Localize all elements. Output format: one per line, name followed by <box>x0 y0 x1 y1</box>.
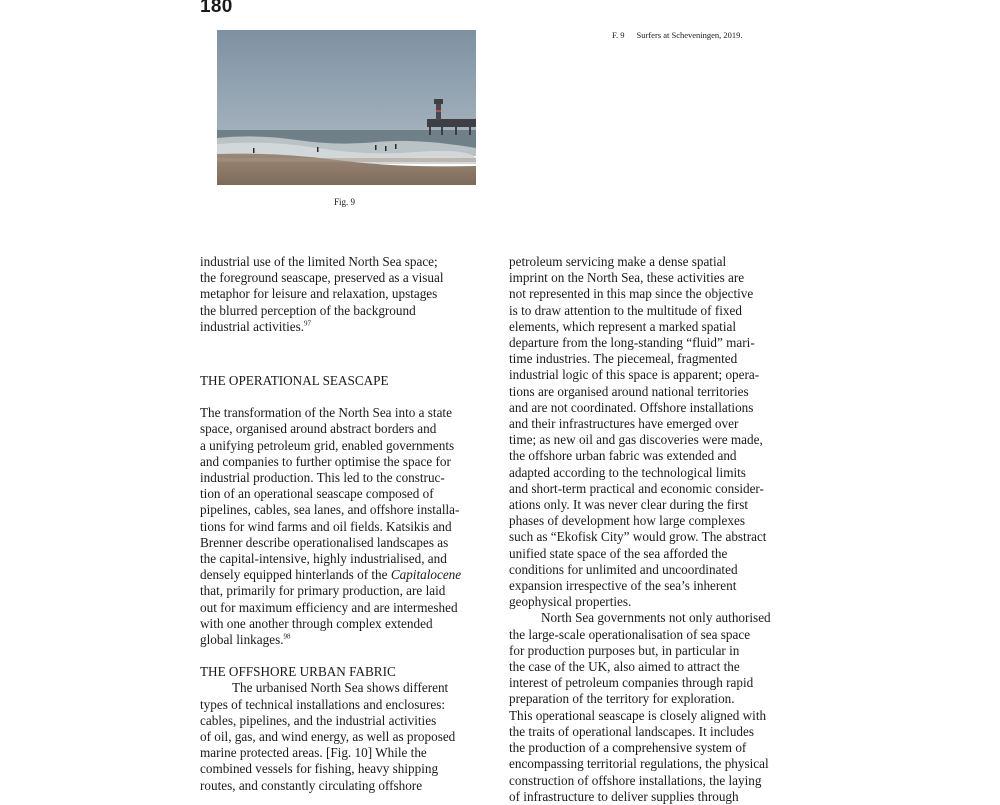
text-line: adapted according to the technological limits <box>509 464 746 480</box>
text-line: industrial logic of this space is apparent; opera- <box>509 367 760 383</box>
paragraph <box>200 405 500 648</box>
text-line: and their infrastructures have emerged over <box>509 416 739 432</box>
caption-number: F. 9 <box>612 30 625 40</box>
beach-photo-illustration <box>217 30 476 185</box>
text-line: is to draw attention to the multitude of fixed <box>509 302 742 318</box>
text-line: the production of a comprehensive system of <box>509 740 747 756</box>
text-line: geophysical properties. <box>509 594 632 610</box>
caption-text: Surfers at Scheveningen, 2019. <box>636 30 743 40</box>
text-line: that, primarily for primary production, are laid <box>200 583 446 599</box>
text-line: a unifying petroleum grid, enabled governments <box>200 437 455 453</box>
page-number: 180 <box>200 0 233 17</box>
text-line: North Sea governments not only authorised <box>541 610 771 626</box>
text-line: interest of petroleum companies through rapid <box>509 675 754 691</box>
text-fragment: densely equipped hinterlands of the <box>200 567 391 583</box>
text-line: not represented in this map since the objective <box>509 286 754 302</box>
footnote-ref: 97 <box>304 319 312 328</box>
figure-caption <box>612 30 743 40</box>
text-line: tion of an operational seascape composed of <box>200 486 434 502</box>
text-line: tions are organised around national territories <box>509 383 749 399</box>
figure-photo-surfers <box>217 30 476 185</box>
paragraph <box>200 254 500 335</box>
text-line: the blurred perception of the background <box>200 302 416 318</box>
text-line: phases of development how large complexes <box>509 513 745 529</box>
section-heading: THE OPERATIONAL SEASCAPE <box>200 373 389 389</box>
text-line: tions for wind farms and oil fields. Katsikis and <box>200 518 452 534</box>
text-line: departure from the long-standing “fluid” mari- <box>509 335 755 351</box>
text-line: expansion irrespective of the sea’s inherent <box>509 578 737 594</box>
text-line: The urbanised North Sea shows different <box>232 680 449 696</box>
text-line: of oil, gas, and wind energy, as well as proposed <box>200 729 456 745</box>
figure-label: Fig. 9 <box>334 197 356 207</box>
paragraph <box>200 680 500 793</box>
text-line: preparation of the territory for exploration. <box>509 691 735 707</box>
text-fragment: global linkages. <box>200 632 284 648</box>
text-line: types of technical installations and enclosures: <box>200 696 445 712</box>
text-line <box>200 567 500 583</box>
paragraph <box>509 254 809 610</box>
italic-term: Capitalocene <box>390 567 462 583</box>
right-column <box>509 254 809 805</box>
text-line: petroleum servicing make a dense spatial <box>509 254 727 269</box>
text-line <box>200 632 500 648</box>
text-line: conditions for unlimited and uncoordinated <box>509 561 738 577</box>
text-line: construction of offshore installations, the laying <box>509 772 762 788</box>
text-line: Brenner describe operationalised landscapes as <box>200 534 449 550</box>
text-line: routes, and constantly circulating offshore <box>200 777 423 793</box>
text-line: encompassing territorial regulations, the physical <box>509 756 769 772</box>
text-line: ations only. It was never clear during the first <box>509 497 749 513</box>
text-line: and short-term practical and economic consider- <box>509 480 764 496</box>
text-line <box>200 319 500 335</box>
text-line: pipelines, cables, sea lanes, and offshore installa- <box>200 502 460 518</box>
text-line: time industries. The piecemeal, fragmented <box>509 351 738 367</box>
text-line: of infrastructure to deliver supplies through <box>509 788 739 804</box>
text-line: unified state space of the sea afforded the <box>509 545 728 561</box>
text-line: imprint on the North Sea, these activities are <box>509 270 745 286</box>
text-line: with one another through complex extended <box>200 615 433 631</box>
left-column <box>200 254 500 794</box>
text-line: the capital-intensive, highly industrialised, and <box>200 551 447 567</box>
paragraph <box>509 610 809 804</box>
text-line: the offshore urban fabric was extended and <box>509 448 737 464</box>
text-line: industrial production. This led to the construc- <box>200 470 445 486</box>
text-line: elements, which represent a marked spatial <box>509 318 737 334</box>
text-line: and companies to further optimise the space for <box>200 453 451 469</box>
text-fragment: industrial activities. <box>200 318 305 334</box>
text-line: for production purposes but, in particular in <box>509 642 740 658</box>
text-line: space, organised around abstract borders and <box>200 421 437 437</box>
text-line: marine protected areas. [Fig. 10] While the <box>200 745 427 761</box>
text-line: This operational seascape is closely aligned with <box>509 707 767 723</box>
text-line: the case of the UK, also aimed to attract the <box>509 659 740 675</box>
text-line: combined vessels for fishing, heavy shipping <box>200 761 439 777</box>
text-line: the large-scale operationalisation of sea space <box>509 626 751 642</box>
footnote-ref: 98 <box>283 632 291 641</box>
text-line: cables, pipelines, and the industrial activities <box>200 712 437 728</box>
text-line: the foreground seascape, preserved as a visual <box>200 270 444 286</box>
text-line: metaphor for leisure and relaxation, upstages <box>200 286 438 302</box>
text-line: The transformation of the North Sea into a state <box>200 405 452 421</box>
text-line: out for maximum efficiency and are intermeshed <box>200 599 458 615</box>
text-line: and are not coordinated. Offshore installations <box>509 399 754 415</box>
text-line: time; as new oil and gas discoveries were made, <box>509 432 763 448</box>
text-line: industrial use of the limited North Sea space; <box>200 254 438 269</box>
section-heading: THE OFFSHORE URBAN FABRIC <box>200 664 396 680</box>
text-line: such as “Ekofisk City” would grow. The abstract <box>509 529 767 545</box>
text-line: the traits of operational landscapes. It includes <box>509 723 754 739</box>
